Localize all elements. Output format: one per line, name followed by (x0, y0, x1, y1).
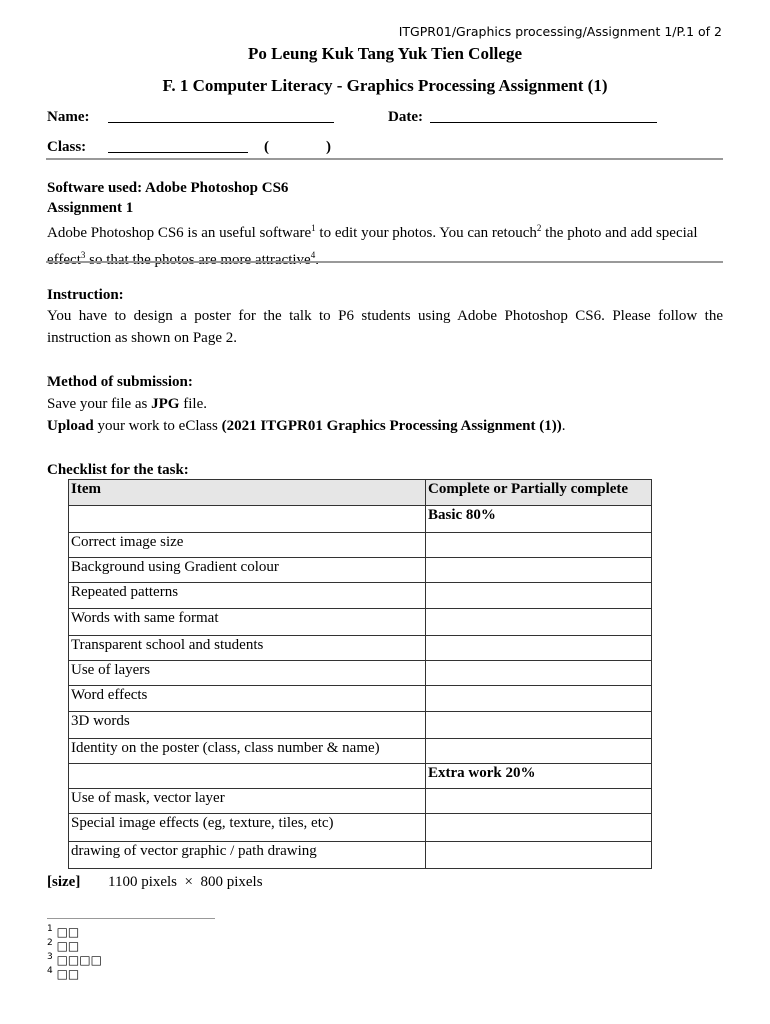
table-row (69, 686, 652, 712)
status-cell[interactable] (426, 712, 652, 739)
item-cell: Background using Gradient colour (69, 558, 426, 583)
status-cell[interactable] (426, 609, 652, 636)
table-row (69, 739, 652, 764)
table-row (69, 583, 652, 609)
item-cell: Word effects (69, 686, 426, 712)
class-field[interactable] (108, 138, 248, 153)
software-used: Software used: Adobe Photoshop CS6 (47, 180, 289, 196)
footnote-separator (47, 918, 215, 919)
assignment-label: Assignment 1 (47, 200, 134, 216)
size-value: 1100 pixels × 800 pixels (108, 874, 263, 890)
status-cell[interactable] (426, 842, 652, 869)
item-cell: Words with same format (69, 609, 426, 636)
assignment-title: F. 1 Computer Literacy - Graphics Processing Assignment (1) (162, 76, 608, 95)
table-row (69, 789, 652, 814)
status-cell[interactable] (426, 533, 652, 558)
footnote-4: $^4$ □□ (47, 966, 80, 981)
class-label: Class: (47, 139, 87, 155)
extra-section-blank (69, 764, 426, 789)
item-cell: Transparent school and students (69, 636, 426, 661)
column-header-item: Item (69, 480, 426, 506)
submission-save: Save your file as JPG file. (47, 396, 207, 412)
table-row (69, 636, 652, 661)
extra-section-label: Extra work 20% (426, 764, 652, 789)
status-cell[interactable] (426, 558, 652, 583)
status-cell[interactable] (426, 686, 652, 712)
status-cell[interactable] (426, 739, 652, 764)
item-cell: drawing of vector graphic / path drawing (69, 842, 426, 869)
table-row (69, 533, 652, 558)
footnote-1: $^1$ □□ (47, 924, 80, 939)
status-cell[interactable] (426, 814, 652, 842)
date-field[interactable] (430, 108, 657, 123)
status-cell[interactable] (426, 636, 652, 661)
submission-heading: Method of submission: (47, 374, 193, 390)
status-cell[interactable] (426, 583, 652, 609)
table-header-row (69, 480, 652, 506)
header-reference: ITGPR01/Graphics processing/Assignment 1/P.1 of 2 (398, 24, 722, 39)
item-cell: 3D words (69, 712, 426, 739)
basic-section-label: Basic 80% (426, 506, 652, 533)
name-field[interactable] (108, 108, 334, 123)
table-row (69, 712, 652, 739)
name-label: Name: (47, 109, 90, 125)
instruction-text: You have to design a poster for the talk to P6 students using Adobe Photoshop CS6. Please follow the instruction as shown on Page 2. (47, 308, 723, 346)
footnote-2: $^2$ □□ (47, 938, 80, 953)
item-cell: Special image effects (eg, texture, tiles, etc) (69, 814, 426, 842)
software-intro: Adobe Photoshop CS6 is an useful software$^1$ to edit your photos. You can retouch$^2$ the photo and add special effect$^3$ so that the photos are more attractive$^4$. (47, 223, 698, 268)
item-cell: Use of mask, vector layer (69, 789, 426, 814)
class-number-open-paren: ( (264, 139, 269, 155)
class-number-close-paren: ) (326, 139, 331, 155)
item-cell: Correct image size (69, 533, 426, 558)
checklist-table (68, 479, 652, 869)
table-row (69, 609, 652, 636)
item-cell: Repeated patterns (69, 583, 426, 609)
table-row (69, 661, 652, 686)
date-label: Date: (388, 109, 423, 125)
divider-top (46, 158, 723, 160)
column-header-status: Complete or Partially complete (426, 480, 652, 506)
size-label: [size] (47, 874, 81, 890)
item-cell: Identity on the poster (class, class number & name) (69, 739, 426, 764)
divider-intro (46, 261, 723, 263)
status-cell[interactable] (426, 661, 652, 686)
school-name: Po Leung Kuk Tang Yuk Tien College (248, 44, 522, 63)
extra-section-row (69, 764, 652, 789)
footnote-3: $^3$ □□□□ (47, 952, 102, 967)
basic-section-blank (69, 506, 426, 533)
item-cell: Use of layers (69, 661, 426, 686)
instruction-heading: Instruction: (47, 287, 124, 303)
status-cell[interactable] (426, 789, 652, 814)
table-row (69, 814, 652, 842)
table-row (69, 842, 652, 869)
basic-section-row (69, 506, 652, 533)
submission-upload: Upload your work to eClass (2021 ITGPR01 Graphics Processing Assignment (1)). (47, 418, 566, 434)
checklist-heading: Checklist for the task: (47, 462, 189, 478)
table-row (69, 558, 652, 583)
